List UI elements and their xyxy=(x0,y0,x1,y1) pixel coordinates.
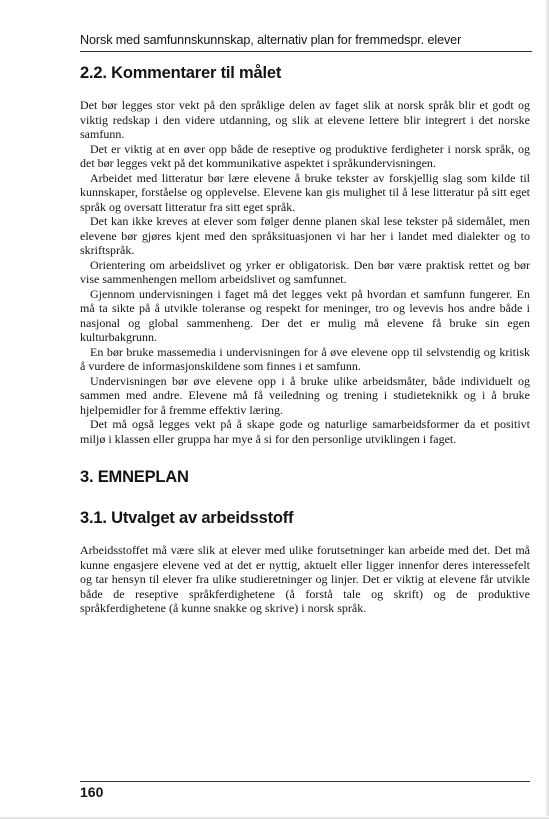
section-3-heading: 3. EMNEPLAN xyxy=(80,468,189,486)
header-rule xyxy=(80,51,532,52)
section-2-2-heading: 2.2. Kommentarer til målet xyxy=(80,64,282,82)
paragraph: Arbeidet med litteratur bør lære elevene å bruke tekster av forskjellig slag som kilde til kunnskaper, forståelse og opplevelse. Elevene kan gis mulighet til å lese litteratur på sitt eget språk og oversatt litteratur fra sitt eget språk. xyxy=(80,170,530,214)
section-3-1-heading: 3.1. Utvalget av arbeidsstoff xyxy=(80,509,294,527)
paragraph: Det må også legges vekt på å skape gode og naturlige samarbeidsformer da et positivt miljø i klassen eller gruppa har mye å si for den personlige utviklingen i faget. xyxy=(80,417,530,446)
paragraph: Arbeidsstoffet må være slik at elever med ulike forutsetninger kan arbeide med det. Det må kunne engasjere elevene ved at det er nyttig, aktuelt eller ligger innenfor deres interessefelt og tar hensyn til elever fra ulike studieretninger og linjer. Det er viktig at elevene får utvikle både de reseptive språkferdighetene (å forstå tale og skrift) og de produktive språkferdighetene (å kunne snakke og skrive) i norsk språk. xyxy=(80,543,530,615)
paragraph: Undervisningen bør øve elevene opp i å bruke ulike arbeidsmåter, både individuelt og sammen med andre. Elevene må få veiledning og trening i studieteknikk og i å bruke hjelpemidler for å fremme effektiv læring. xyxy=(80,373,530,417)
page-edge-shadow xyxy=(545,0,549,819)
paragraph: Det er viktig at en øver opp både de reseptive og produktive ferdigheter i norsk språk, og det bør legges vekt på det kommunikative aspektet i språkundervisningen. xyxy=(80,141,530,170)
paragraph: Gjennom undervisningen i faget må det legges vekt på hvordan et samfunn fungerer. En må ta sikte på å utvikle toleranse og respekt for meninger, tro og levevis hos andre både i nasjonal og global sammenheng. Der det er mulig må elevene få bruke sin egen kulturbakgrunn. xyxy=(80,286,530,344)
paragraph: Orientering om arbeidslivet og yrker er obligatorisk. Den bør være praktisk rettet og bør vise sammenhengen mellom arbeidslivet og samfunnet. xyxy=(80,257,530,286)
paragraph: Det bør legges stor vekt på den språklige delen av faget slik at norsk språk blir et godt og viktig redskap i den videre utdanning, og slik at elevene lettere blir integrert i det norske samfunn. xyxy=(80,98,530,141)
paragraph: En bør bruke massemedia i undervisningen for å øve elevene opp til selvstendig og kritisk å vurdere de informasjonskildene som finnes i et samfunn. xyxy=(80,344,530,373)
footer-rule xyxy=(80,781,530,782)
running-header: Norsk med samfunnskunnskap, alternativ plan for fremmedspr. elever xyxy=(80,33,462,47)
page-number: 160 xyxy=(80,784,104,800)
page-body xyxy=(80,64,530,616)
paragraph: Det kan ikke kreves at elever som følger denne planen skal lese tekster på sidemålet, men elevene bør gjøres kjent med den språksituasjonen vi har her i landet med dialekter og to skriftspråk. xyxy=(80,214,530,257)
